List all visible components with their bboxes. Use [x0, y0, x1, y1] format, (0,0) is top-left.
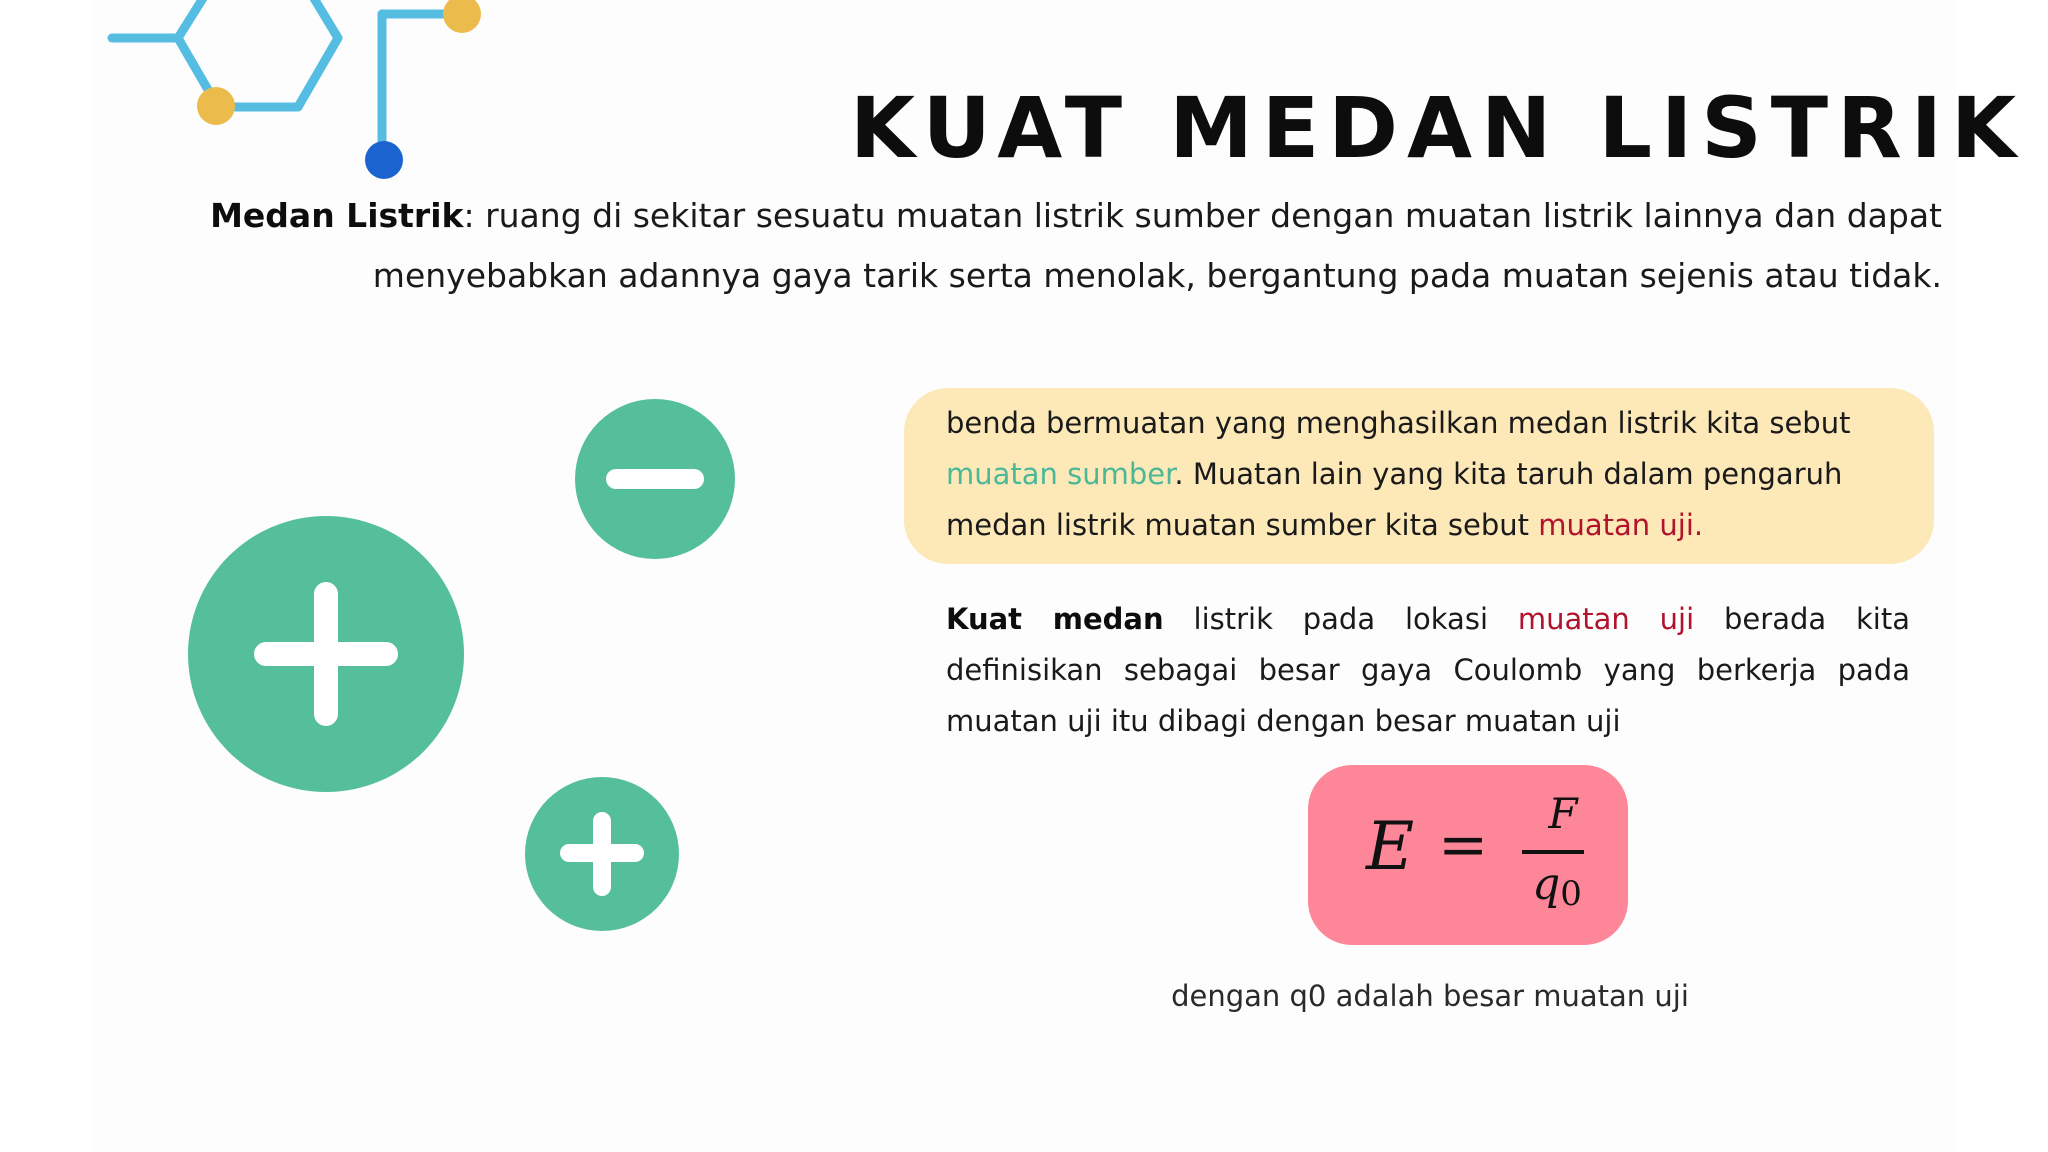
- molecule-decoration: [0, 0, 520, 190]
- molecule-node-blue: [365, 141, 403, 179]
- test-charge-term: muatan uji.: [1538, 508, 1704, 542]
- formula-denominator-subscript: 0: [1560, 874, 1582, 914]
- formula-equals: =: [1438, 810, 1489, 880]
- formula-denominator: [1522, 857, 1592, 922]
- formula-box: [1308, 765, 1628, 945]
- fraction-bar: [1522, 850, 1584, 854]
- callout-text: . Muatan lain yang kita taruh dalam pengaruh medan listrik muatan sumber kita sebut: [946, 457, 1843, 542]
- formula-numerator: F: [1548, 789, 1578, 838]
- field-strength-text: listrik pada lokasi: [1163, 602, 1518, 636]
- minus-charge-icon: [574, 398, 736, 560]
- small-plus-charge-icon: [524, 776, 680, 932]
- source-charge-term: muatan sumber: [946, 457, 1175, 491]
- callout-box: [904, 388, 1934, 564]
- callout-text: benda bermuatan yang menghasilkan medan listrik kita sebut: [946, 406, 1851, 440]
- field-strength-paragraph: [946, 594, 1910, 747]
- large-plus-charge-icon: [186, 514, 466, 794]
- test-charge-term: muatan uji: [1517, 602, 1695, 636]
- formula-denominator-symbol: q: [1532, 859, 1561, 910]
- field-strength-text: berada kita definisikan sebagai besar gaya Coulomb yang berkerja pada muatan uji itu dibagi dengan besar muatan uji: [946, 602, 1911, 738]
- definition-text: : ruang di sekitar sesuatu muatan listrik sumber dengan muatan listrik lainnya dan dapat menyebabkan adannya gaya tarik serta menolak, bergantung pada muatan sejenis atau tidak.: [372, 196, 1942, 295]
- definition-term: Medan Listrik: [210, 196, 464, 235]
- molecule-node-yellow: [443, 0, 481, 33]
- field-strength-term: Kuat medan: [946, 602, 1164, 636]
- molecule-node-yellow: [197, 87, 235, 125]
- formula-lhs: E: [1366, 808, 1415, 885]
- page-title: KUAT MEDAN LISTRIK: [850, 79, 2026, 177]
- formula-caption: dengan q0 adalah besar muatan uji: [1171, 979, 1689, 1013]
- definition-paragraph: [200, 186, 1942, 306]
